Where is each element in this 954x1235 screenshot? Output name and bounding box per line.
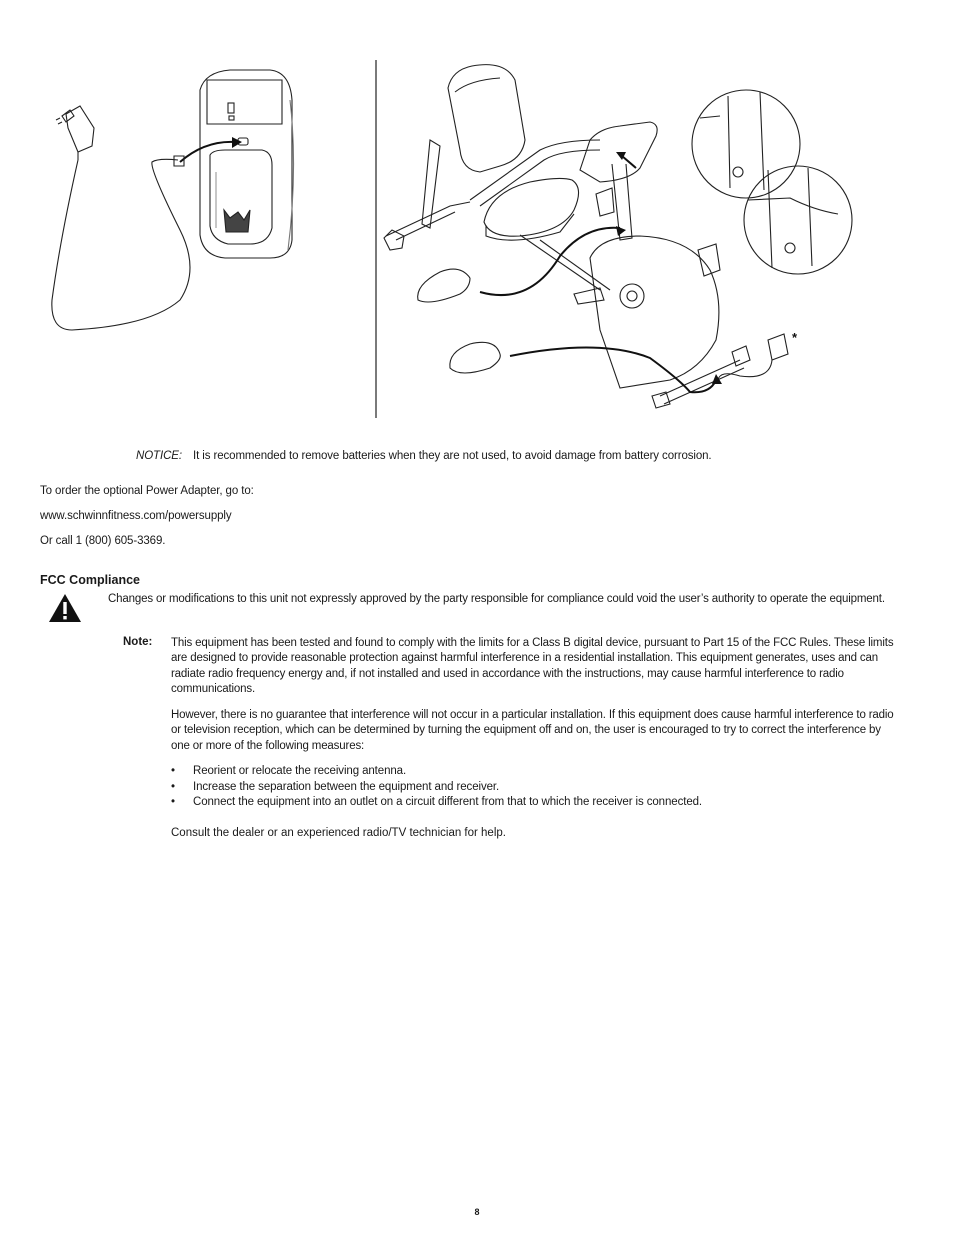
note-label: Note: bbox=[123, 636, 153, 648]
page-number: 8 bbox=[474, 1207, 480, 1217]
list-item: • Reorient or relocate the receiving antenna. bbox=[171, 764, 702, 780]
bike-drawing bbox=[384, 65, 852, 408]
order-url: www.schwinnfitness.com/powersupply bbox=[40, 510, 232, 522]
fcc-paragraph-2: However, there is no guarantee that interference will not occur in a particular installation. If this equipment does cause harmful interference to radio or television reception, which can be determined by turning the equipment off and on, the user is encouraged to try to correct the interference by one or more of the following measures: bbox=[171, 709, 894, 752]
fcc-warning-text: Changes or modifications to this unit not expressly approved by the party responsible for compliance could void the user’s authority to operate the equipment. bbox=[108, 593, 885, 605]
notice-label: NOTICE: bbox=[136, 450, 182, 462]
list-item: • Connect the equipment into an outlet on a circuit different from that to which the receiver is connected. bbox=[171, 795, 702, 811]
fcc-closing: Consult the dealer or an experienced radio/TV technician for help. bbox=[171, 827, 506, 839]
notice-text: It is recommended to remove batteries when they are not used, to avoid damage from battery corrosion. bbox=[193, 450, 712, 462]
arrow-head-icon bbox=[232, 137, 242, 148]
order-phone: Or call 1 (800) 605-3369. bbox=[40, 535, 166, 547]
power-adapter-drawing bbox=[52, 106, 190, 330]
asterisk-mark: * bbox=[792, 330, 798, 345]
arrow-head-icon bbox=[616, 152, 626, 160]
arrow-head-icon bbox=[616, 226, 626, 236]
warning-icon bbox=[48, 593, 82, 623]
notice-line bbox=[136, 450, 712, 462]
plug-in-arrow bbox=[180, 142, 236, 162]
cable-route-arrows bbox=[480, 156, 716, 392]
list-item: • Increase the separation between the equipment and receiver. bbox=[171, 780, 702, 796]
fcc-paragraph-1: This equipment has been tested and found to comply with the limits for a Class B digital device, pursuant to Part 15 of the FCC Rules. These limits are designed to provide reasonable protection against harmful interference in a residential installation. This equipment generates, uses and can radiate radio frequency energy and, if not installed and used in accordance with the instructions, may cause harmful interference to radio communications. bbox=[171, 637, 894, 695]
console-back-drawing bbox=[200, 70, 294, 258]
fcc-heading: FCC Compliance bbox=[40, 573, 141, 587]
fcc-measures-list bbox=[171, 764, 702, 811]
arrow-head-icon bbox=[712, 374, 722, 384]
order-instruction: To order the optional Power Adapter, go to: bbox=[40, 485, 254, 497]
